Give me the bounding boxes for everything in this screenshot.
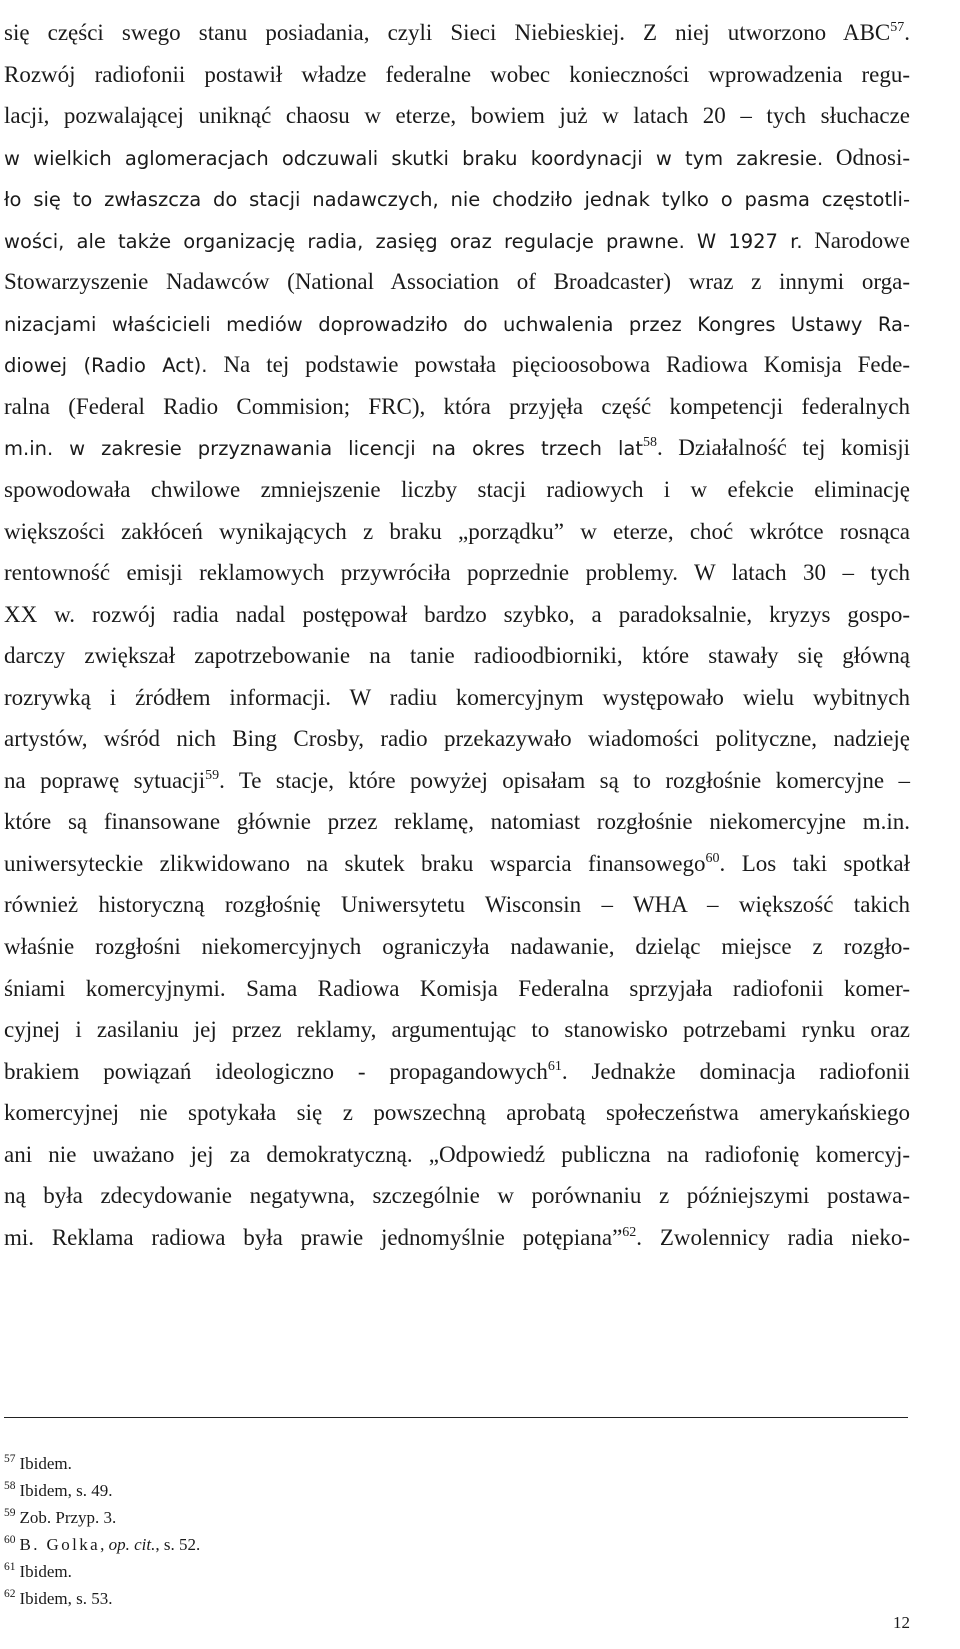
footnote-number: 58 (4, 1480, 16, 1492)
text-segment: . Te stacje, które powyżej opisałam są to rozgłośnie komercyjne – (219, 767, 910, 793)
text-segment: artystów, wśród nich Bing Crosby, radio przekazywało wiadomości polityczne, nadzieję (4, 726, 910, 752)
text-segment: . Jednakże dominacja radiofonii (561, 1058, 910, 1084)
footnote-reference: 59 (205, 767, 220, 783)
text-segment: . Zwolennicy radia nieko- (636, 1224, 910, 1250)
text-segment: które są finansowane głównie przez reklamę, natomiast rozgłośnie niekomercyjne m.in. (4, 809, 910, 835)
text-segment: ani nie uważano jej za demokratyczną. „Odpowiedź publiczna na radiofonię komercyj- (4, 1141, 910, 1167)
text-segment: nizacjami właścicieli mediów doprowadziło do uchwalenia przez Kongres Ustawy Ra- (4, 312, 910, 336)
text-line (4, 220, 910, 262)
footnote-number: 60 (4, 1534, 16, 1546)
text-segment: w wielkich aglomeracjach odczuwali skutki braku koordynacji w tym zakresie. (4, 146, 824, 170)
text-segment: spowodowała chwilowe zmniejszenie liczby stacji radiowych i w efekcie eliminację (4, 477, 910, 503)
footnote-reference: 58 (642, 435, 657, 451)
footnote-reference: 57 (890, 20, 905, 35)
text-segment: ną była zdecydowanie negatywna, szczególnie w porównaniu z późniejszymi postawa- (4, 1183, 910, 1209)
text-segment: . Działalność tej komisji (656, 435, 910, 461)
page-number: 12 (893, 1613, 910, 1632)
footnote-italic: op. cit. (108, 1535, 156, 1554)
text-segment: Narodowe (802, 227, 910, 253)
text-segment: XX w. rozwój radia nadal postępował bardzo szybko, a paradoksalnie, kryzys gospo- (4, 601, 910, 627)
footnote-reference: 62 (622, 1224, 637, 1240)
text-segment: uniwersyteckie zlikwidowano na skutek braku wsparcia finansowego (4, 850, 706, 876)
text-line (4, 1175, 910, 1217)
text-line (4, 926, 910, 968)
text-segment: lacji, pozwalającej uniknąć chaosu w eterze, bowiem już w latach 20 – tych słuchacze (4, 103, 910, 129)
text-segment: cyjnej i zasilaniu jej przez reklamy, argumentując to stanowisko potrzebami rynku oraz (4, 1017, 910, 1043)
text-line (4, 511, 910, 553)
footnote-text: Zob. Przyp. 3. (19, 1508, 117, 1527)
footnote-author: B. Golka (19, 1535, 101, 1554)
footnote-reference: 60 (705, 850, 720, 866)
text-line (4, 12, 910, 54)
text-segment: rentowność emisji reklamowych przywróciła poprzednie problemy. W latach 30 – tych (4, 560, 910, 586)
text-line (4, 718, 910, 760)
text-segment: . (904, 20, 910, 45)
text-line (4, 552, 910, 594)
text-line (4, 54, 910, 96)
main-text (4, 12, 910, 1258)
text-segment: rozrywką i źródłem informacji. W radiu komercyjnym występowało wielu wybitnych (4, 684, 910, 710)
footnote-reference: 61 (547, 1058, 562, 1074)
footnote-item (4, 1585, 904, 1612)
text-segment: . Los taki spotkał (719, 850, 910, 876)
text-segment: Na tej podstawie powstała pięcioosobowa Radiowa Komisja Fede- (207, 352, 911, 378)
footnote-text: , s. 52. (155, 1535, 201, 1554)
text-segment: właśnie rozgłośni niekomercyjnych ograniczyła nadawanie, dzieląc miejsce z rozgło- (4, 934, 910, 960)
text-segment: na poprawę sytuacji (4, 767, 206, 793)
text-line (4, 677, 910, 719)
text-line (4, 635, 910, 677)
text-segment: wości, ale także organizację radia, zasięg oraz regulacje prawne. W 1927 r. (4, 229, 803, 253)
text-line (4, 1217, 910, 1259)
text-segment: śniami komercyjnymi. Sama Radiowa Komisja Federalna sprzyjała radiofonii komer- (4, 975, 910, 1001)
text-segment: darczy zwiększał zapotrzebowanie na tanie radioodbiorniki, które stawały się główną (4, 643, 910, 669)
footnote-item (4, 1558, 904, 1585)
footnotes (4, 1450, 904, 1612)
text-segment: m.in. w zakresie przyznawania licencji na okres trzech lat (4, 437, 643, 461)
text-segment: ralna (Federal Radio Commision; FRC), która przyjęła część kompetencji federalnych (4, 393, 910, 419)
text-line (4, 884, 910, 926)
text-line (4, 344, 910, 386)
text-line (4, 178, 910, 220)
footnote-item (4, 1450, 904, 1477)
text-line (4, 1134, 910, 1176)
footnote-text: Ibidem, s. 53. (19, 1589, 113, 1608)
text-segment: się części swego stanu posiadania, czyli Sieci Niebieskiej. Z niej utworzono ABC (4, 20, 891, 45)
text-line (4, 843, 910, 885)
text-line (4, 594, 910, 636)
text-segment: Stowarzyszenie Nadawców (National Association of Broadcaster) wraz z innymi orga- (4, 269, 910, 295)
text-line (4, 1009, 910, 1051)
footnote-number: 61 (4, 1561, 16, 1573)
text-segment: Rozwój radiofonii postawił władze federalne wobec konieczności wprowadzenia regu- (4, 61, 910, 87)
footnote-item: $^{60}$ B. Golka, op. cit., s. 52. (4, 1534, 201, 1554)
text-segment: większości zakłóceń wynikających z braku „porządku” w eterze, choć wkrótce rosnąca (4, 518, 910, 544)
footnote-number: 57 (4, 1453, 16, 1465)
text-segment: ło się to zwłaszcza do stacji nadawczych, nie chodziło jednak tylko o pasma częstotli- (4, 188, 910, 212)
footnote-text: Ibidem, s. 49. (19, 1481, 113, 1500)
text-segment: Odnosi- (823, 144, 910, 170)
footnote-number: 59 (4, 1507, 16, 1519)
text-line (4, 469, 910, 511)
text-line (4, 801, 910, 843)
text-line (4, 1051, 910, 1093)
footnote-separator (4, 1417, 908, 1418)
text-segment: brakiem powiązań ideologiczno - propagandowych (4, 1058, 548, 1084)
text-segment: również historyczną rozgłośnię Uniwersytetu Wisconsin – WHA – większość takich (4, 892, 910, 918)
text-line (4, 386, 910, 428)
footnote-number: 62 (4, 1588, 16, 1600)
footnote-text: Ibidem. (19, 1454, 72, 1473)
text-segment: mi. Reklama radiowa była prawie jednomyślnie potępiana” (4, 1224, 623, 1250)
text-line (4, 1092, 910, 1134)
text-line (4, 137, 910, 179)
text-line (4, 261, 910, 303)
text-line (4, 760, 910, 802)
text-line (4, 95, 910, 137)
footnote-text: Ibidem. (19, 1562, 72, 1581)
text-line (4, 303, 910, 345)
text-line (4, 968, 910, 1010)
footnote-item (4, 1504, 904, 1531)
text-segment: komercyjnej nie spotykała się z powszechną aprobatą społeczeństwa amerykańskiego (4, 1100, 910, 1126)
text-segment: diowej (Radio Act). (4, 354, 208, 378)
text-line (4, 427, 910, 469)
footnote-item (4, 1477, 904, 1504)
